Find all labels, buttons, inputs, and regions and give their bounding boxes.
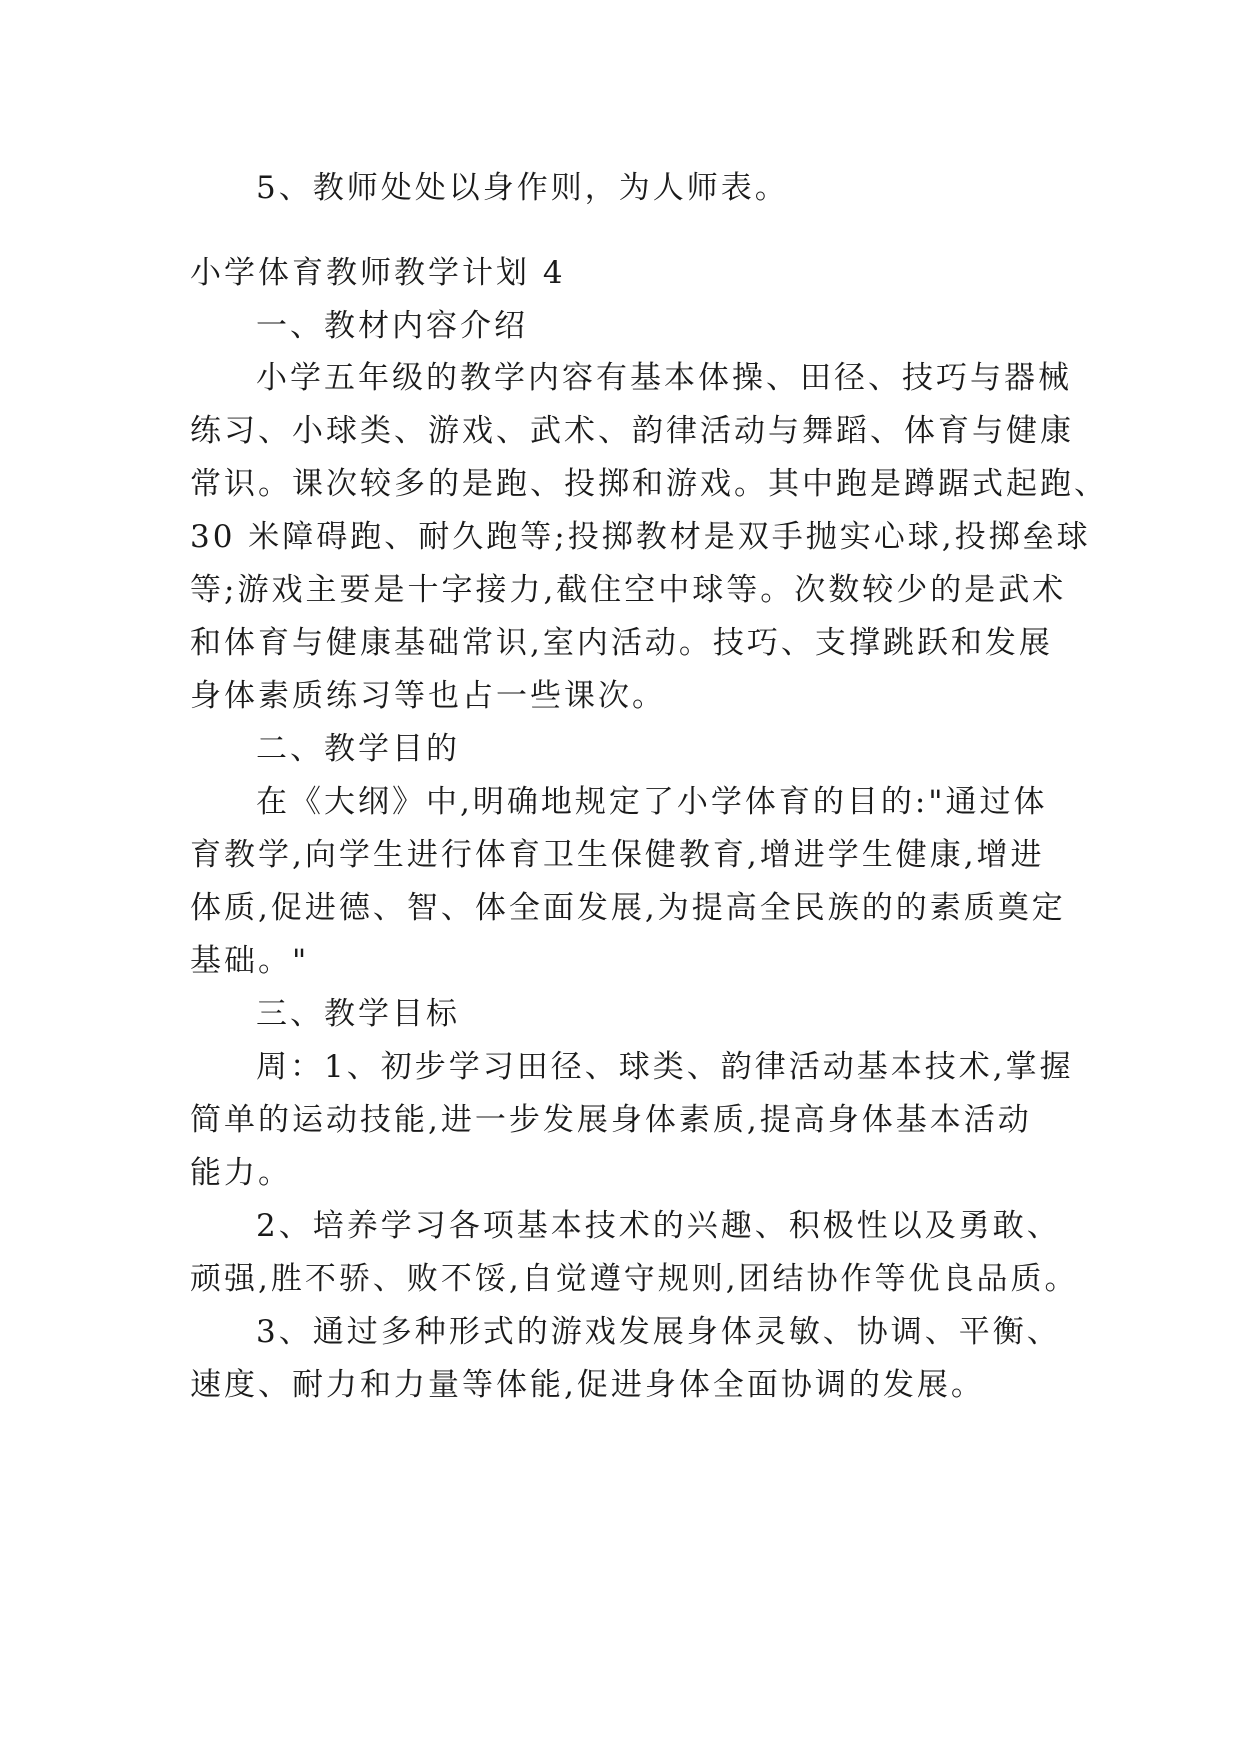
paragraph-line: 身体素质练习等也占一些课次。 [190,678,666,714]
paragraph-line: 等;游戏主要是十字接力,截住空中球等。次数较少的是武术 [190,572,1067,608]
paragraph-line: 育教学,向学生进行体育卫生保健教育,增进学生健康,增进 [190,837,1045,873]
paragraph-line: 顽强,胜不骄、败不馁,自觉遵守规则,团结协作等优良品质。 [190,1261,1079,1297]
section-heading: 二、教学目的 [256,731,460,767]
paragraph-line: 简单的运动技能,进一步发展身体素质,提高身体基本活动 [190,1102,1032,1138]
paragraph-line: 2、培养学习各项基本技术的兴趣、积极性以及勇敢、 [256,1208,1061,1244]
paragraph-line: 和体育与健康基础常识,室内活动。技巧、支撑跳跃和发展 [190,625,1053,661]
paragraph-line: 速度、耐力和力量等体能,促进身体全面协调的发展。 [190,1367,985,1403]
paragraph-line: 3、通过多种形式的游戏发展身体灵敏、协调、平衡、 [256,1314,1061,1350]
paragraph-line: 基础。" [190,943,310,979]
section-title: 小学体育教师教学计划 4 [190,255,566,291]
paragraph-line: 能力。 [190,1155,292,1191]
paragraph-line: 在《大纲》中,明确地规定了小学体育的目的:"通过体 [256,784,1048,820]
section-heading: 三、教学目标 [256,996,460,1032]
paragraph-line: 周：1、初步学习田径、球类、韵律活动基本技术,掌握 [256,1049,1074,1085]
paragraph-line: 小学五年级的教学内容有基本体操、田径、技巧与器械 [256,360,1072,396]
paragraph-line: 30 米障碍跑、耐久跑等;投掷教材是双手抛实心球,投掷垒球 [190,519,1091,555]
paragraph-line: 体质,促进德、智、体全面发展,为提高全民族的的素质奠定 [190,890,1066,926]
paragraph-line: 练习、小球类、游戏、武术、韵律活动与舞蹈、体育与健康 [190,413,1074,449]
paragraph-line: 常识。课次较多的是跑、投掷和游戏。其中跑是蹲踞式起跑、 [190,466,1108,502]
paragraph-line: 5、教师处处以身作则，为人师表。 [256,170,789,206]
section-heading: 一、教材内容介绍 [256,308,528,344]
